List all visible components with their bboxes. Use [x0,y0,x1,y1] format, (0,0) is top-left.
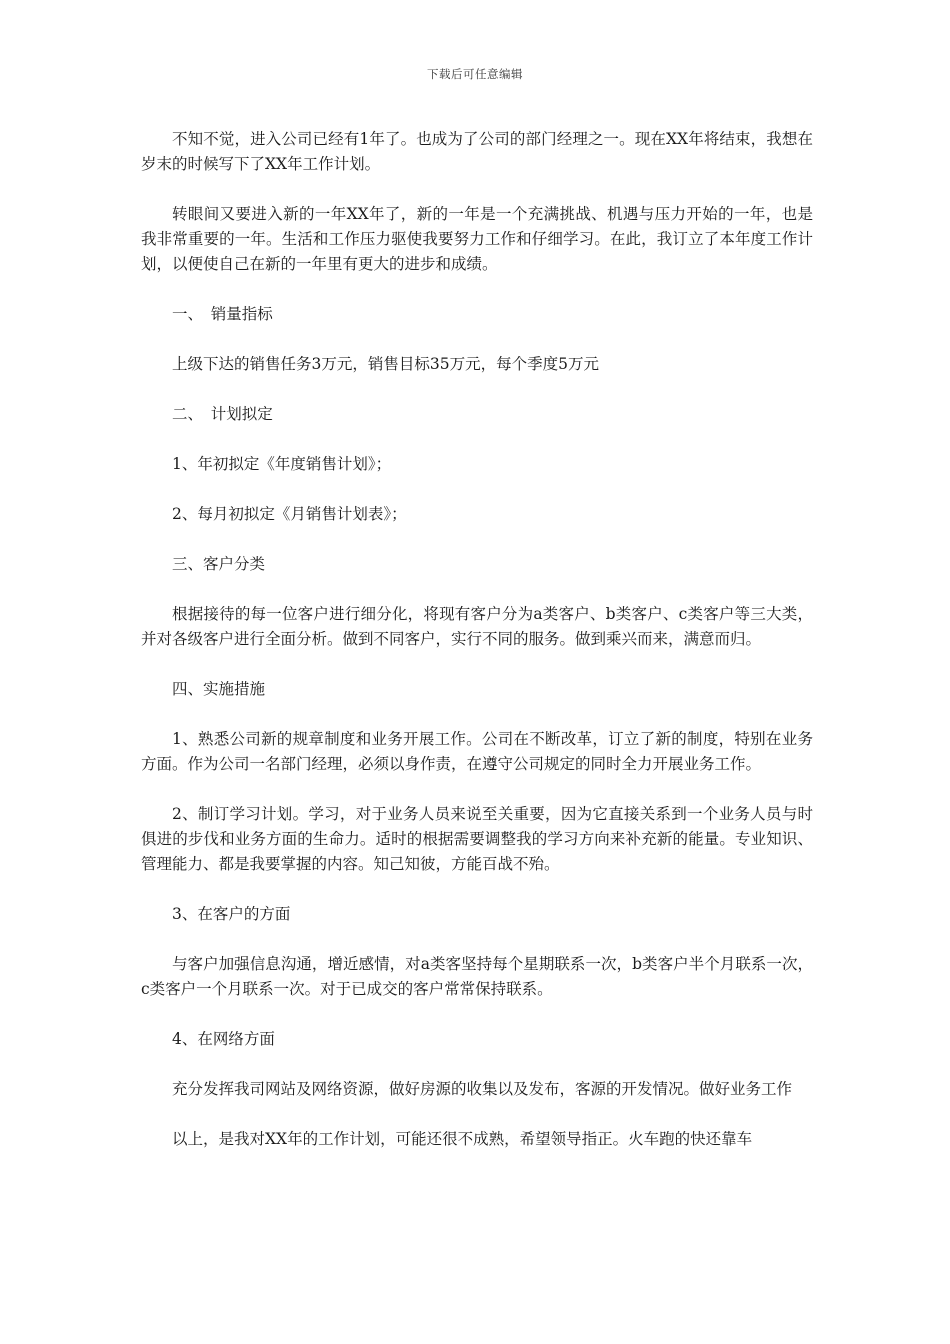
paragraph-customer-classification: 根据接待的每一位客户进行细分化，将现有客户分为a类客户、b类客户、c类客户等三大类，并对各级客户进行全面分析。做到不同客户，实行不同的服务。做到乘兴而来，满意而归。 [141,605,813,648]
list-item-customers: 3、在客户的方面 [172,905,291,923]
paragraph-intro: 不知不觉，进入公司已经有1年了。也成为了公司的部门经理之一。现在XX年将结束，我想在岁末的时候写下了XX年工作计划。 [141,130,813,173]
section-heading-measures: 四、实施措施 [172,680,266,698]
list-item-network: 4、在网络方面 [172,1030,275,1048]
list-item-study-plan: 2、制订学习计划。学习，对于业务人员来说至关重要，因为它直接关系到一个业务人员与时俱进的步伐和业务方面的生命力。适时的根据需要调整我的学习方向来补充新的能量。专业知识、管理能力、都是我要掌握的内容。知己知彼，方能百战不殆。 [141,805,813,873]
paragraph-customer-contact: 与客户加强信息沟通，增近感情，对a类客坚持每个星期联系一次，b类客户半个月联系一次，c类客户一个月联系一次。对于已成交的客户常常保持联系。 [141,955,813,998]
paragraph-new-year: 转眼间又要进入新的一年XX年了，新的一年是一个充满挑战、机遇与压力开始的一年，也是我非常重要的一年。生活和工作压力驱使我要努力工作和仔细学习。在此，我订立了本年度工作计划，以便使自己在新的一年里有更大的进步和成绩。 [141,205,813,273]
header-note: 下载后可任意编辑 [427,67,523,81]
paragraph-sales-target: 上级下达的销售任务3万元，销售目标35万元，每个季度5万元 [172,355,599,373]
section-heading-sales-target: 一、 销量指标 [172,305,273,323]
section-heading-plan: 二、 计划拟定 [172,405,273,423]
list-item-rules: 1、熟悉公司新的规章制度和业务开展工作。公司在不断改革，订立了新的制度，特别在业务方面。作为公司一名部门经理，必须以身作责，在遵守公司规定的同时全力开展业务工作。 [141,730,813,773]
paragraph-closing: 以上，是我对XX年的工作计划，可能还很不成熟，希望领导指正。火车跑的快还靠车 [172,1130,753,1148]
list-item-annual-plan: 1、年初拟定《年度销售计划》； [172,455,392,473]
section-heading-customer-classification: 三、客户分类 [172,555,266,573]
document-body [141,127,813,1177]
paragraph-network: 充分发挥我司网站及网络资源，做好房源的收集以及发布，客源的开发情况。做好业务工作 [172,1080,793,1098]
list-item-monthly-plan: 2、每月初拟定《月销售计划表》； [172,505,407,523]
